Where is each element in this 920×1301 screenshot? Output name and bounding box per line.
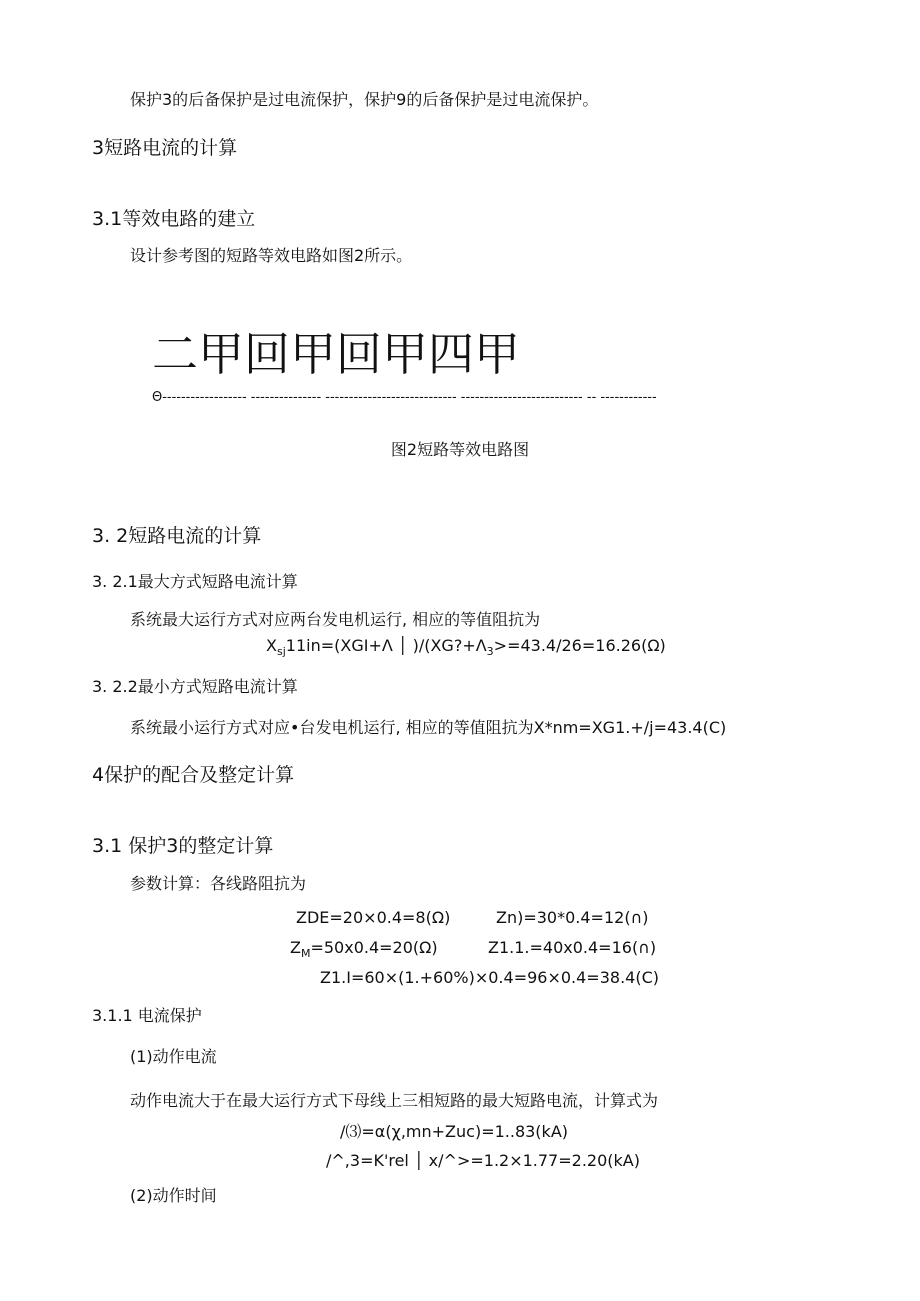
equation-krel: /^,3=K'rel │ x∕^>=1.2×1.77=2.20(kA) — [326, 1151, 640, 1170]
heading-section-3-2-1: 3. 2.1最大方式短路电流计算 — [92, 572, 298, 591]
heading-section-3-1-protection-3: 3.1 保护3的整定计算 — [92, 835, 274, 857]
paragraph-backup-protection: 保护3的后备保护是过电流保护，保护9的后备保护是过电流保护。 — [130, 90, 599, 109]
heading-section-3-2-2: 3. 2.2最小方式短路电流计算 — [92, 677, 298, 696]
equation-z11: Z1.1.=40x0.4=16(∩) — [488, 938, 657, 957]
eq3-subscript: M — [300, 947, 311, 961]
paragraph-parameters: 参数计算：各线路阻抗为 — [130, 874, 307, 893]
heading-section-3-2: 3. 2短路电流的计算 — [92, 525, 262, 547]
heading-section-3: 3短路电流的计算 — [92, 137, 238, 159]
eq3-part-b: =50x0.4=20(Ω) — [310, 938, 438, 957]
figure-caption — [0, 440, 920, 460]
equation-zde: ZDE=20×0.4=8(Ω) — [296, 908, 451, 927]
heading-section-4: 4保护的配合及整定计算 — [92, 764, 295, 786]
paragraph-min-mode: 系统最小运行方式对应•台发电机运行, 相应的等值阻抗为X*nm=XG1.+∕j=43.4(C) — [130, 718, 727, 737]
paragraph-action-current-desc: 动作电流大于在最大运行方式下母线上三相短路的最大短路电流，计算式为 — [130, 1091, 659, 1110]
equation-zm — [290, 938, 438, 964]
eq3-part-a: Z — [290, 938, 301, 957]
figure-circuit-glyphs: 二甲回甲回甲四甲 — [152, 327, 520, 381]
figure-caption-text: 图2短路等效电路图 — [390, 440, 530, 459]
paragraph-max-mode: 系统最大运行方式对应两台发电机运行, 相应的等值阻抗为 — [130, 610, 541, 629]
paragraph-action-time: (2)动作时间 — [130, 1186, 217, 1205]
equation-zn: Zn)=30*0.4=12(∩) — [496, 908, 649, 927]
paragraph-action-current: (1)动作电流 — [130, 1047, 217, 1066]
heading-section-3-1-1: 3.1.1 电流保护 — [92, 1006, 202, 1025]
eq1-part-b: 11in=(XGI+Λ │ )∕(XG?+Λ — [285, 636, 487, 655]
eq1-subscript-2: 3 — [486, 645, 494, 659]
figure-circuit-baseline: Θ------------------ --------------- ---------------------------- -------------------------- -- ------------ — [152, 390, 657, 405]
eq1-subscript: sj — [276, 645, 286, 659]
equation-max-impedance — [266, 636, 666, 662]
heading-section-3-1: 3.1等效电路的建立 — [92, 208, 256, 230]
eq1-part-a: X — [266, 636, 277, 655]
equation-i3: /⑶=α(χ,mn+Zuc)=1..83(kA) — [340, 1122, 569, 1141]
equation-z1i: Z1.I=60×(1.+60%)×0.4=96×0.4=38.4(C) — [320, 968, 659, 987]
eq1-part-c: >=43.4∕26=16.26(Ω) — [493, 636, 666, 655]
paragraph-equivalent-circuit: 设计参考图的短路等效电路如图2所示。 — [130, 246, 413, 265]
